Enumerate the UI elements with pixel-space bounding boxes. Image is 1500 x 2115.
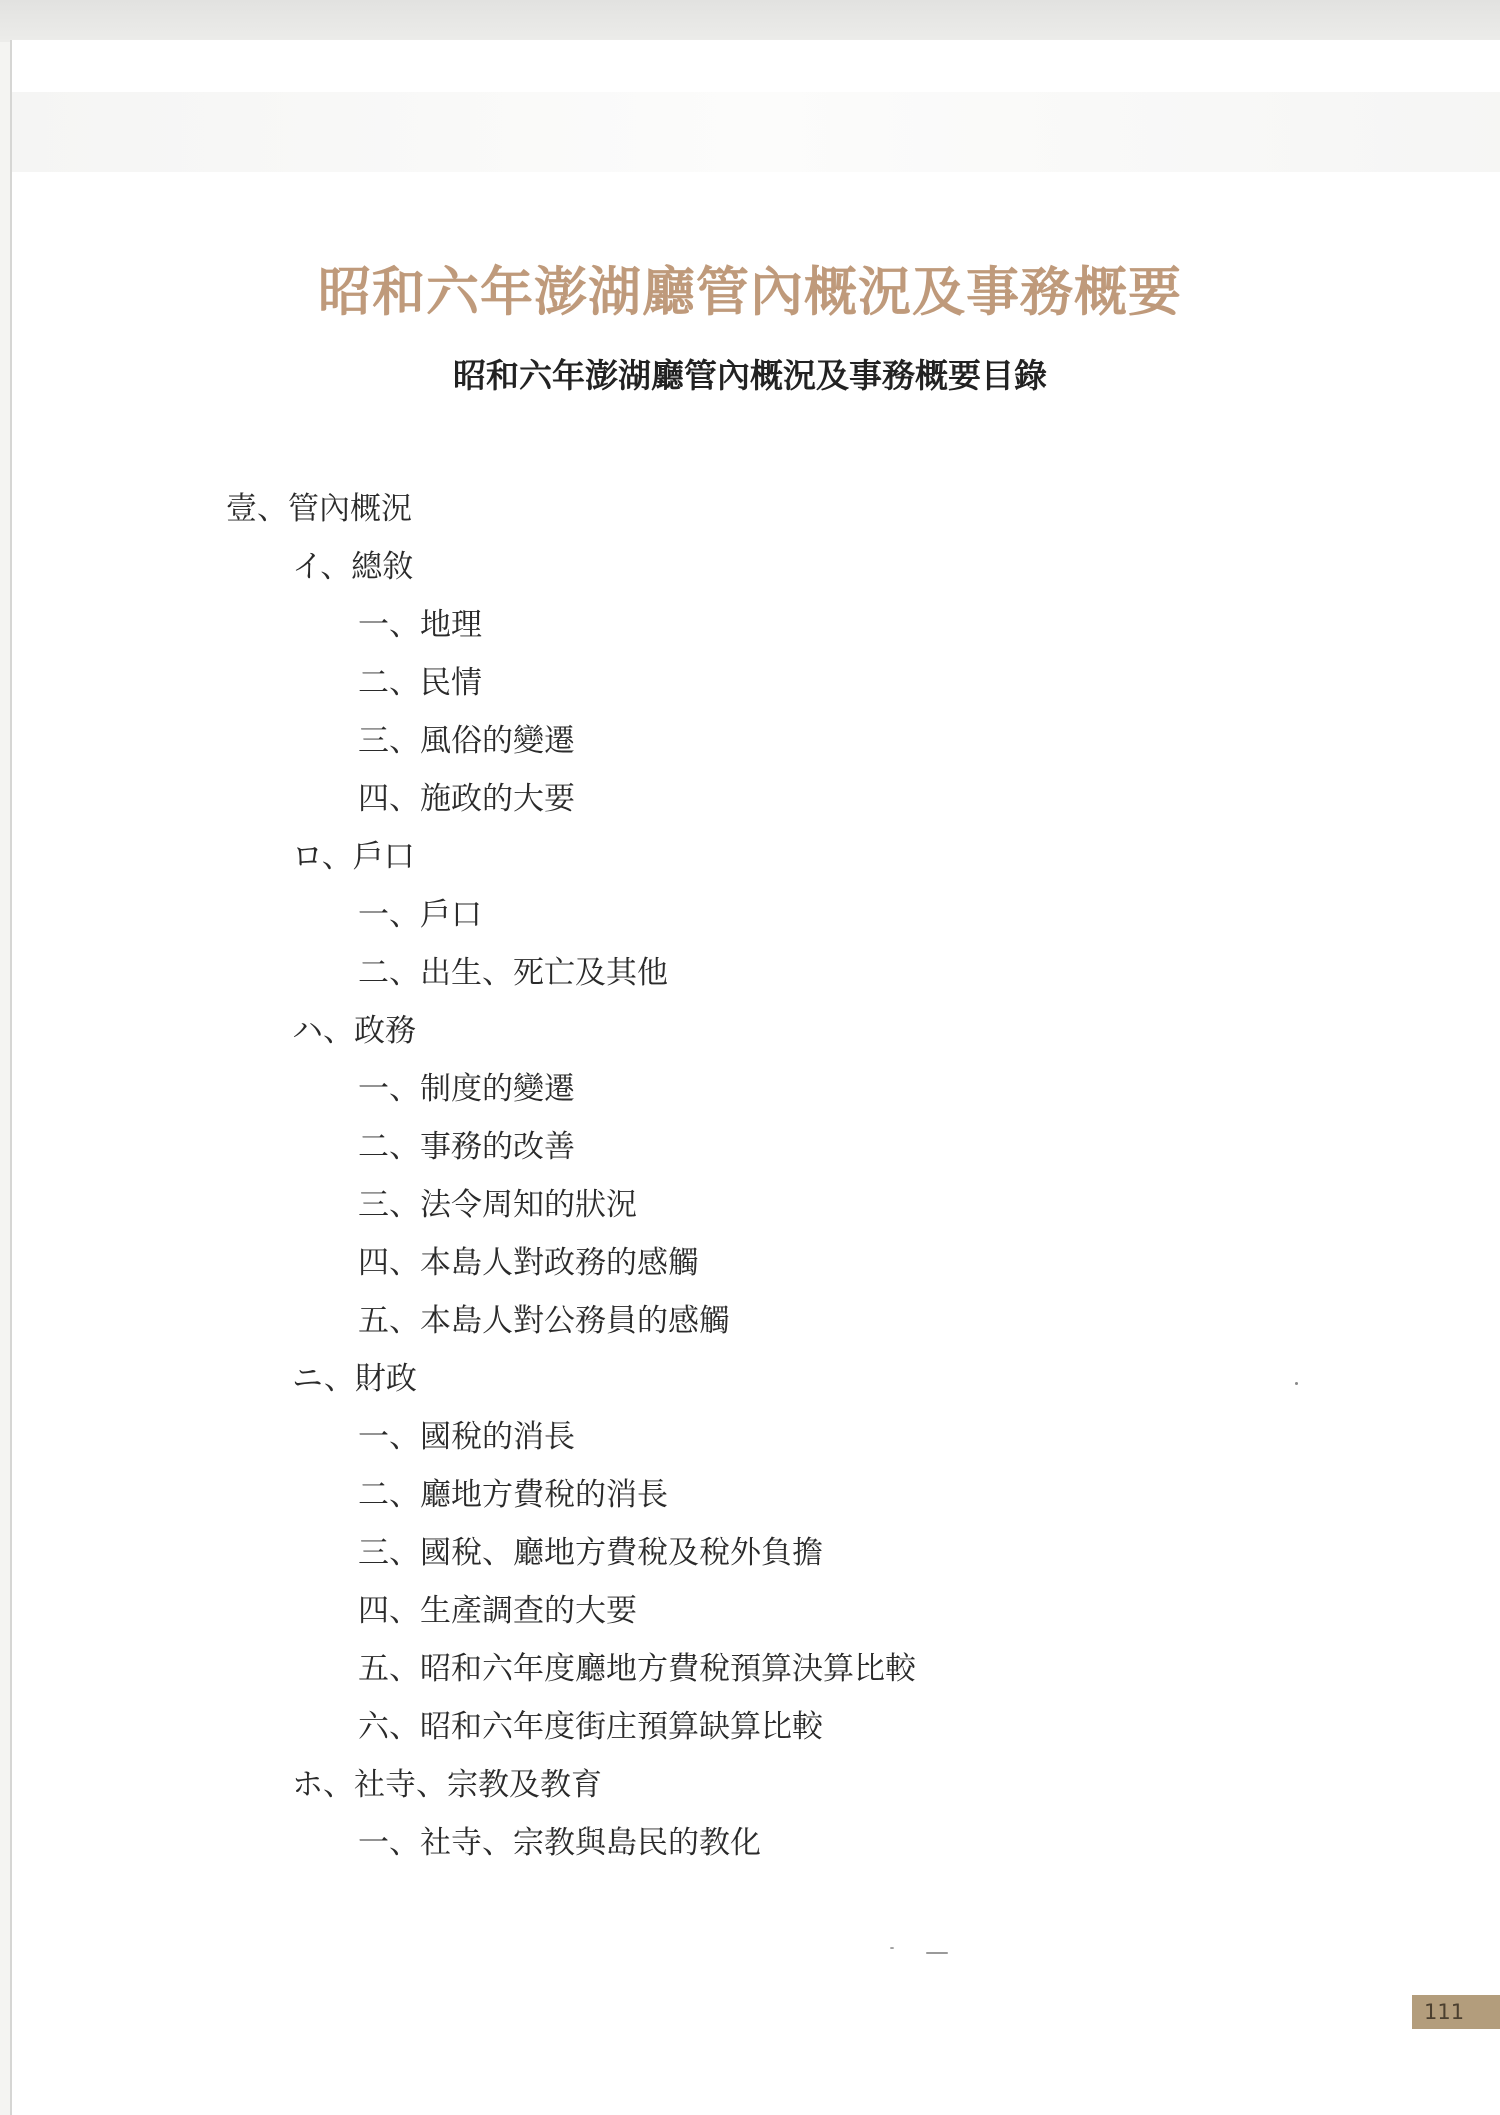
toc-entry-level-3: 一、社寺、宗教與島民的教化 <box>358 1825 761 1861</box>
scan-speck <box>1295 1382 1298 1385</box>
toc-entry-level-3: 一、制度的變遷 <box>358 1071 575 1107</box>
toc-entry-level-3: 一、戶口 <box>358 897 482 933</box>
scan-shading <box>12 92 1500 172</box>
toc-entry-level-3: 一、地理 <box>358 607 482 643</box>
toc-entry-level-2: ハ、政務 <box>292 1013 416 1049</box>
table-of-contents <box>0 480 1500 1872</box>
toc-entry-level-2: ニ、財政 <box>292 1361 417 1397</box>
toc-entry-level-1: 壹、管內概況 <box>226 491 412 527</box>
toc-entry-level-3: 五、本島人對公務員的感觸 <box>358 1303 730 1339</box>
toc-entry-level-3: 二、廳地方費稅的消長 <box>358 1477 668 1513</box>
toc-entry-level-3: 二、民情 <box>358 665 482 701</box>
toc-entry-level-3: 四、生產調查的大要 <box>358 1593 637 1629</box>
toc-entry-level-3: 三、法令周知的狀況 <box>358 1187 637 1223</box>
toc-entry-level-3: 五、昭和六年度廳地方費稅預算決算比較 <box>358 1651 916 1687</box>
toc-entry-level-2: ロ、戶口 <box>292 839 415 875</box>
toc-entry-level-3: 三、國稅、廳地方費稅及稅外負擔 <box>358 1535 823 1571</box>
document-title: 昭和六年澎湖廳管內概況及事務概要 <box>318 262 1182 323</box>
toc-entry-level-3: 六、昭和六年度街庄預算缺算比較 <box>358 1709 823 1745</box>
toc-entry-level-3: 二、出生、死亡及其他 <box>358 955 668 991</box>
toc-entry-level-3: 二、事務的改善 <box>358 1129 575 1165</box>
page-number: 111 <box>1412 1995 1500 2029</box>
toc-heading: 昭和六年澎湖廳管內概況及事務概要目錄 <box>453 356 1047 395</box>
toc-entry-level-3: 一、國稅的消長 <box>358 1419 575 1455</box>
scan-speck <box>890 1947 894 1949</box>
toc-entry-level-2: ホ、社寺、宗教及教育 <box>292 1767 602 1803</box>
toc-entry-level-3: 四、施政的大要 <box>358 781 575 817</box>
scan-speck <box>926 1952 948 1954</box>
toc-entry-level-3: 四、本島人對政務的感觸 <box>358 1245 699 1281</box>
toc-entry-level-3: 三、風俗的變遷 <box>358 723 575 759</box>
scan-margin-top <box>0 0 1500 42</box>
toc-entry-level-2: イ、總敘 <box>292 549 414 585</box>
